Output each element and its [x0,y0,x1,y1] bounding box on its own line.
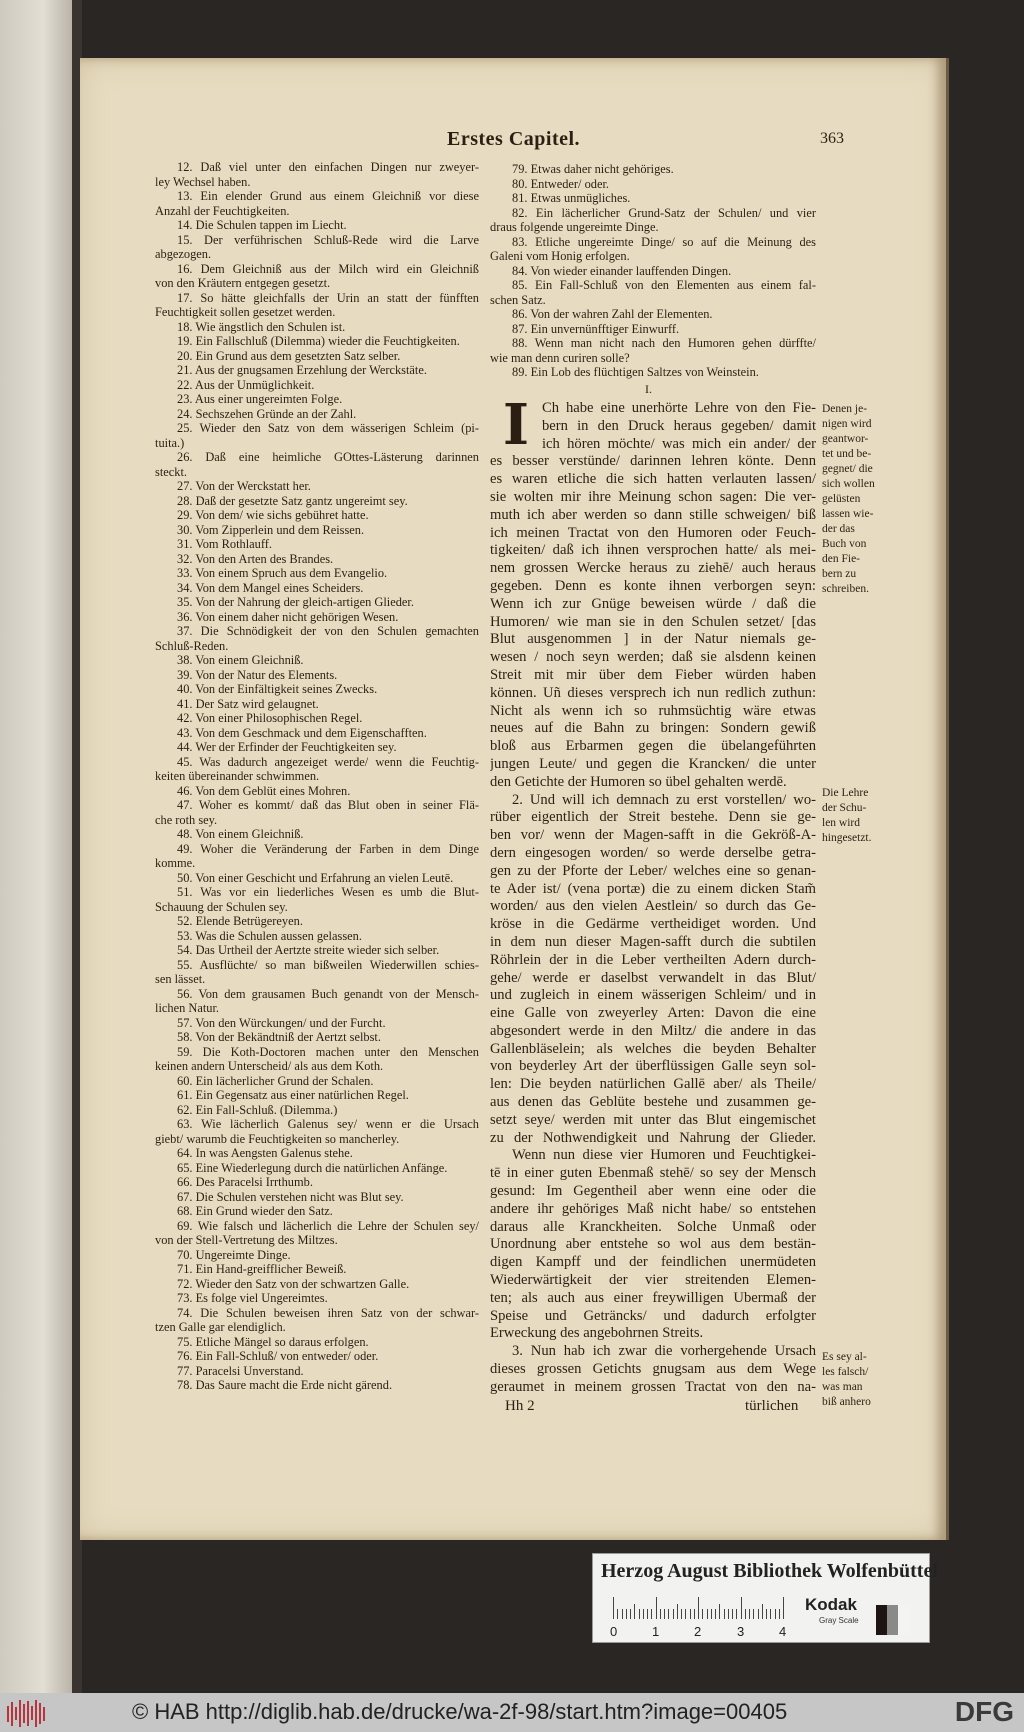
text-line: gehe/ werde er daselbst verwandelt in das Blut/ [490,969,816,986]
ruler-tick [668,1609,669,1619]
margin-note-line: Denen je- [822,403,868,415]
text-line: von der Stell-Vertretung des Miltzes. [155,1233,338,1247]
text-line: sie wolten mir ihre Meinung schon sagen: Die ver- [490,488,816,505]
library-name: Herzog August Bibliothek Wolfenbüttel [601,1560,938,1582]
text-line: Wenn ich zur Gnüge beweisen würde / daß die [490,595,816,612]
text-line: 28. Daß der gesetzte Satz gantz ungereimt sey. [177,493,408,508]
text-line: 23. Aus einer ungereimten Folge. [177,392,343,406]
text-line: von den Kräutern entgegen gesetzt. [155,276,331,290]
text-line: 78. Das Saure macht die Erde nicht gärend. [177,1378,393,1392]
text-line: 27. Von der Werckstatt her. [177,479,311,493]
ruler-tick [617,1609,618,1619]
text-line: 47. Woher es kommt/ daß das Blut oben in seiner Flä- [177,798,479,812]
text-line: giebt/ warumb die Feuchtigkeiten so mancherley. [155,1131,400,1146]
text-line: daraus alle Kranckheiten. Solche Unmaß oder [490,1218,816,1235]
text-line: 70. Ungereimte Dinge. [177,1247,291,1262]
text-line: abgezogen. [155,247,212,261]
ruler-tick [613,1597,614,1619]
ruler-tick [732,1609,733,1619]
section-numeral: I. [645,382,652,396]
text-line: 50. Von einer Geschicht und Erfahrung an vielen Leutē. [177,870,454,885]
text-line: Wiederwärtigkeit der vier streitenden Elemen- [490,1272,816,1289]
text-line: ich meinen Tractat von den Humoren oder Feuch- [490,524,816,541]
text-line: 64. In was Aengsten Galenus stehe. [177,1146,353,1160]
text-line: wie man denn curiren solle? [490,350,630,365]
ruler-tick [685,1609,686,1619]
margin-note-line: lassen wie- [822,508,874,520]
text-line: 29. Von dem/ wie sichs gebühret hatte. [177,508,369,522]
ruler-number: 4 [779,1624,787,1639]
text-line: 62. Ein Fall-Schluß. (Dilemma.) [177,1102,338,1117]
text-line: 84. Von wieder einander lauffenden Dingen. [512,263,732,278]
margin-note-line: bern zu [822,568,857,580]
text-line: tigkeiten/ daß ich ihnen versprochen hatte/ als mei- [490,542,816,559]
text-line: 53. Was die Schulen aussen gelassen. [177,928,362,943]
text-line: 42. Von einer Philosophischen Regel. [177,711,363,725]
text-line: 44. Wer der Erfinder der Feuchtigkeiten sey. [177,740,397,754]
text-line: 16. Dem Gleichniß aus der Milch wird ein Gleichniß [177,261,479,276]
margin-note [822,786,884,846]
text-line: te Ader ist/ (vena portæ) die zu einem dicken Stam̃ [490,880,816,897]
facing-page-edge [0,0,72,1693]
dfg-logo: DFG [954,1696,1014,1727]
ruler-tick [690,1609,691,1619]
text-line: in dem nun dieser Magen-safft durch die subtilen [490,933,816,950]
ruler-tick [651,1609,652,1619]
margin-note-line: biß anhero [822,1396,871,1408]
text-line: 67. Die Schulen verstehen nicht was Blut sey. [177,1189,404,1204]
text-line: 87. Ein unvernünfftiger Einwurff. [512,321,680,336]
text-line: 89. Ein Lob des flüchtigen Saltzes von Weinstein. [512,365,759,379]
hab-logo-icon [5,1698,47,1728]
text-line: gegeben. Denn es konte ihnen verborgen seyn: [490,577,816,594]
gray-scale-label: Gray Scale [819,1616,859,1625]
text-line: eine Galle von zweyerley Arten: Davon die eine [490,1005,816,1022]
text-line: 71. Ein Hand-greifflicher Beweiß. [177,1262,347,1276]
text-line: andere ihr gehöriges Maß nicht habe/ so entstehen [490,1200,816,1217]
text-line: 51. Was vor ein liederliches Wesen es umb die Blut- [177,885,479,899]
ruler-tick [681,1609,682,1619]
text-line: 37. Die Schnödigkeit der von den Schulen gemachten [177,624,479,638]
text-line: Feuchtigkeit sollen gesetzet werden. [155,305,336,319]
text-line: 26. Daß eine heimliche GOttes-Lästerung darinnen [177,450,479,464]
text-line: 35. Von der Nahrung der gleich-artigen Glieder. [177,595,414,609]
text-line: Humoren/ wie man sie in den Schulen setzet/ [das [490,613,816,630]
text-line: es besser verstünde/ darinnen lehren könte. Denn [490,453,816,470]
ruler-tick [758,1609,759,1619]
text-line: 76. Ein Fall-Schluß/ von entweder/ oder. [177,1349,379,1363]
ruler-number: 0 [610,1624,618,1639]
ruler-tick [634,1604,635,1619]
text-line: aus denen das Geblüte bestehe und zusammen ge- [490,1094,816,1111]
text-line: tzen Galle gar elendiglich. [155,1320,286,1334]
running-head: Erstes Capitel. [447,128,581,150]
text-line: 21. Aus der gnugsamen Erzehlung der Werckstäte. [177,363,427,377]
margin-note-line: was man [822,1381,863,1393]
ruler-tick [647,1609,648,1619]
ruler-tick [626,1609,627,1619]
text-line: 77. Paracelsi Unverstand. [177,1363,304,1378]
text-line: 12. Daß viel unter den einfachen Dingen nur zweyer- [177,160,479,174]
text-line: setzt seye/ werden mit unter das Blut eingemischet [490,1111,816,1128]
text-line: len: Die beyden natürlichen Gallē aber/ als Theile/ [490,1076,816,1093]
text-line: 69. Wie falsch und lächerlich die Lehre der Schulen sey/ [177,1218,479,1233]
text-line: Röhrlein der in die Leber vertheilten Adern durch- [490,951,816,968]
text-line: 25. Wieder den Satz von dem wässerigen Schleim (pi- [177,421,479,435]
contents-list-left [155,160,479,1393]
text-line: 75. Etliche Mängel so daraus erfolgen. [177,1334,369,1349]
text-line: 79. Etwas daher nicht gehöriges. [512,162,674,176]
gray-patch-mid [887,1605,898,1635]
margin-note-line: len wird [822,817,861,829]
text-line: 59. Die Koth-Doctoren machen unter den Menschen [177,1044,479,1059]
text-line: 30. Vom Zipperlein und dem Reissen. [177,522,365,537]
ruler-tick [775,1609,776,1619]
text-line: 56. Von dem grausamen Buch genandt von der Mensch- [177,986,479,1001]
text-line: es waren etliche die sich hatten verlauten lassen/ [490,471,816,488]
text-line: 2. Und will ich demnach zu erst vorstellen/ wo- [512,791,816,808]
text-line: rüber eigentlich der Streit bestehe. Denn sie ge- [490,809,816,826]
ruler-tick [766,1609,767,1619]
ruler-tick [779,1609,780,1619]
text-line: den Getichte der Humoren so übel gehalten werdē. [490,773,787,790]
text-line: 45. Was dadurch angezeiget werde/ wenn die Feuchtig- [177,754,479,769]
text-line: ley Wechsel haben. [155,174,251,189]
text-line: 39. Von der Natur des Elements. [177,667,338,682]
text-line: zu der Nothwendigkeit und Nahrung der Glieder. [490,1129,816,1146]
text-line: von beyderley Art der überflüssigen Galle seyn sol- [490,1058,816,1075]
ruler-tick [622,1609,623,1619]
text-line: dern eingesogen worden/ so werde derselbe getra- [490,844,816,861]
text-line: gesund: Im Gegentheil aber wenn eine oder die [490,1183,816,1200]
margin-note-line: der Schu- [822,802,867,814]
text-line: lichen Natur. [155,1001,219,1015]
ruler-tick [643,1609,644,1619]
text-line: 55. Ausflüchte/ so man bißweilen Wiederwillen schies- [177,957,479,972]
margin-note-line: geantwor- [822,433,869,445]
text-line: 81. Etwas unmügliches. [512,191,631,205]
text-line: 34. Von dem Mangel eines Scheiders. [177,580,364,595]
copyright-link[interactable]: © HAB http://diglib.hab.de/drucke/wa-2f-98/start.htm?image=00405 [132,1699,788,1724]
text-line: 52. Elende Betrügereyen. [177,914,303,928]
text-line: 40. Von der Einfältigkeit seines Zwecks. [177,682,378,696]
text-line: bern in den Druck heraus gegeben/ damit [542,417,816,434]
text-line: Gallenbläselein; als welches die beyden Behalter [490,1040,816,1057]
ruler-tick [664,1609,665,1619]
body-text [490,400,816,1397]
text-line: Wenn nun diese vier Humoren und Feuchtigkei- [512,1147,816,1164]
text-line: 74. Die Schulen beweisen ihren Satz von der schwar- [177,1305,479,1320]
text-line: gen zu der Pforte der Leber/ welches eine so genan- [490,862,816,879]
text-line: 54. Das Urtheil der Aertzte streite wieder sich selber. [177,943,440,957]
text-line: 65. Eine Wiederlegung durch die natürlichen Anfänge. [177,1160,448,1175]
text-line: neues auf die Bahn zu bringen: Sondern gewiß [490,720,816,737]
margin-note-line: hingesetzt. [822,832,872,844]
text-line: 36. Von einem daher nicht gehörigen Wesen. [177,609,399,624]
text-line: 46. Von dem Geblüt eines Mohren. [177,783,351,798]
text-line: 61. Ein Gegensatz aus einer natürlichen Regel. [177,1088,409,1102]
text-line: 58. Von der Bekändtniß der Aertzt selbst. [177,1030,381,1044]
text-line: tuita.) [155,435,185,450]
text-line: 48. Von einem Gleichniß. [177,827,304,841]
ruler-tick [724,1609,725,1619]
ruler-tick [753,1609,754,1619]
text-line: 72. Wieder den Satz von der schwartzen Galle. [177,1276,410,1291]
ruler-tick [660,1609,661,1619]
margin-note-line: sich wollen [822,478,875,490]
text-line: 3. Nun hab ich zwar die vorhergehende Ursach [512,1343,816,1360]
text-line: und zugleich in einem wässerigen Schleim/ und in [490,987,816,1004]
text-line: Unordnung aber entstehe so wol aus dem bestän- [490,1236,816,1253]
text-line: komme. [155,856,196,870]
text-line: Streit mit mir über dem Fieber würden haben [490,666,816,683]
text-line: 14. Die Schulen tappen im Liecht. [177,218,347,232]
margin-note-line: schreiben. [822,583,869,595]
text-line: 68. Ein Grund wieder den Satz. [177,1204,333,1218]
catchword: türlichen [745,1398,799,1414]
text-line: Anzahl der Feuchtigkeiten. [155,203,290,218]
text-line: Nicht als wenn ich so ruhmsüchtig wäre etwas [490,702,816,719]
text-line: ich hören möchte/ was mich ein ander/ der [542,435,816,452]
text-line: 60. Ein lächerlicher Grund der Schalen. [177,1073,374,1088]
text-line: Galeni vom Honig erfolgen. [490,249,630,263]
text-line: 49. Woher die Veränderung der Farben in dem Dinge [177,841,479,856]
ruler-tick [698,1597,699,1619]
margin-note-line: gelüsten [822,493,861,505]
text-line: geraumet in meinem grossen Tractat von den na- [490,1378,816,1395]
text-line: 41. Der Satz wird gelaugnet. [177,696,319,711]
text-line: 82. Ein lächerlicher Grund-Satz der Schulen/ und vier [512,205,816,220]
text-line: ten; als auch aus einer freywilligen Ubermaß der [490,1289,816,1306]
text-line: 85. Ein Fall-Schluß von den Elementen aus einem fal- [512,278,816,292]
text-line: 88. Wenn man nicht nach den Humoren gehen dürffte/ [512,336,816,350]
signature-mark: Hh 2 [505,1398,535,1414]
margin-note-line: den Fie- [822,553,861,565]
ruler-tick [656,1597,657,1619]
text-line: schen Satz. [490,292,546,307]
text-line: keiten übereinander schwimmen. [155,769,320,783]
ruler-tick [728,1609,729,1619]
ruler-number: 2 [694,1624,702,1639]
text-line: Schauung der Schulen sey. [155,899,288,914]
text-line: 17. So hätte gleichfalls der Urin an statt der fünfften [177,290,479,305]
gray-patch-black [876,1605,887,1635]
text-line: bloß aus Erbarmen gegen die übelangeführten [490,738,816,755]
text-line: 18. Wie ängstlich den Schulen ist. [177,319,346,334]
text-line: 24. Sechszehen Gründe an der Zahl. [177,406,357,421]
text-line: abgesondert werde in den Miltz/ die andere in das [490,1022,816,1039]
ruler-tick [711,1609,712,1619]
text-line: 83. Etliche ungereimte Dinge/ so auf die Meinung des [512,234,816,249]
ruler-tick [707,1609,708,1619]
text-line: 66. Des Paracelsi Irrthumb. [177,1175,313,1189]
text-line: 86. Von der wahren Zahl der Elementen. [512,307,713,321]
text-line: Blut ausgenommen ] in der Natur niemals ge- [490,631,816,648]
ruler-tick [694,1609,695,1619]
text-line: worden/ aus den vielen Aestlein/ so durch das Ge- [490,898,816,915]
drop-cap-initial: I [492,400,540,450]
text-line: sen lässet. [155,972,206,986]
text-line: 22. Aus der Unmüglichkeit. [177,377,315,392]
contents-list-right [490,162,816,380]
text-line: 20. Ein Grund aus dem gesetzten Satz selber. [177,348,401,363]
margin-note [822,1350,884,1410]
text-line: 31. Vom Rothlauff. [177,537,273,551]
ruler-tick [736,1609,737,1619]
ruler-tick [762,1604,763,1619]
ruler-tick [630,1609,631,1619]
ruler-tick [770,1609,771,1619]
text-line: nem grossen Wercke heraus zu ziehē/ auch heraus [490,560,816,577]
margin-note-line: der das [822,523,855,535]
ruler-tick [702,1609,703,1619]
margin-note-line: nigen wird [822,418,872,430]
ruler-number: 3 [737,1624,745,1639]
text-line: Schluß-Reden. [155,638,229,653]
text-line: 15. Der verführischen Schluß-Rede wird die Larve [177,232,479,247]
text-line: Speise und Geträncks/ und dadurch erfolgter [490,1307,816,1324]
gray-patch-white [898,1605,911,1635]
text-line: muth ich aber werden so dann stille schweigen/ biß [490,506,816,523]
text-line: können. Uñ dieses versprech ich nun redlich zuthun: [490,684,816,701]
text-line: keinen andern Unterscheid/ als aus dem Koth. [155,1059,384,1073]
text-line: 80. Entweder/ oder. [512,176,610,191]
ruler-tick [715,1609,716,1619]
color-target-card [592,1553,938,1643]
text-line: dieses grossen Getichts gnugsam aus dem Wege [490,1361,816,1378]
margin-note-line: Die Lehre [822,787,869,799]
ruler-tick [719,1604,720,1619]
text-line: steckt. [155,464,187,479]
text-line: 13. Ein elender Grund aus einem Gleichniß vor diese [177,189,479,203]
text-line: 73. Es folge viel Ungereimtes. [177,1291,328,1305]
ruler-tick [673,1609,674,1619]
margin-note-line: Es sey al- [822,1351,867,1363]
page-number: 363 [820,130,844,147]
text-line: 19. Ein Fallschluß (Dilemma) wieder die Feuchtigkeiten. [177,334,460,348]
margin-note-line: les falsch/ [822,1366,869,1378]
text-line: Ch habe eine unerhörte Lehre von den Fie- [542,400,816,416]
ruler-number: 1 [652,1624,660,1639]
kodak-logo: Kodak [805,1595,857,1614]
ruler-tick [783,1597,784,1619]
text-line: digen Kampff und der feindlichen unermüdeten [490,1254,816,1271]
text-line: 43. Von dem Geschmack und dem Eigenschafften. [177,725,427,740]
text-line: ben vor/ wenn der Magen-safft in die Gekröß-A- [490,827,816,844]
ruler-tick [639,1609,640,1619]
text-line: 63. Wie lächerlich Galenus sey/ wenn er die Ursach [177,1117,479,1131]
text-line: 38. Von einem Gleichniß. [177,653,304,667]
ruler-tick [741,1597,742,1619]
text-line: kröse in die Gedärme vertheidiget worden. Und [490,916,816,933]
ruler-tick [749,1609,750,1619]
margin-note [822,402,884,597]
text-line: draus folgende ungereimte Dinge. [490,220,659,234]
text-line: jungen Leute/ und gegen die Krancken/ die unter [490,755,816,772]
ruler-tick [745,1609,746,1619]
text-line: Erweckung des angebohrnen Streits. [490,1325,704,1342]
margin-note-line: Buch von [822,538,867,550]
ruler-tick [677,1604,678,1619]
text-line: 57. Von den Würckungen/ und der Furcht. [177,1015,386,1030]
text-line: 32. Von den Arten des Brandes. [177,551,334,566]
ruler-scale [613,1597,788,1619]
margin-note-line: gegnet/ die [822,463,873,475]
text-line: 33. Von einem Spruch aus dem Evangelio. [177,566,388,580]
footer-bar [0,1693,1024,1732]
text-line: che roth sey. [155,812,218,827]
text-line: tē in einer guten Ebenmaß stehē/ so sey der Mensch [490,1165,816,1182]
margin-note-line: tet und be- [822,448,872,460]
text-line: wesen / noch seyn werden; daß sie alsdenn keinen [490,649,816,666]
